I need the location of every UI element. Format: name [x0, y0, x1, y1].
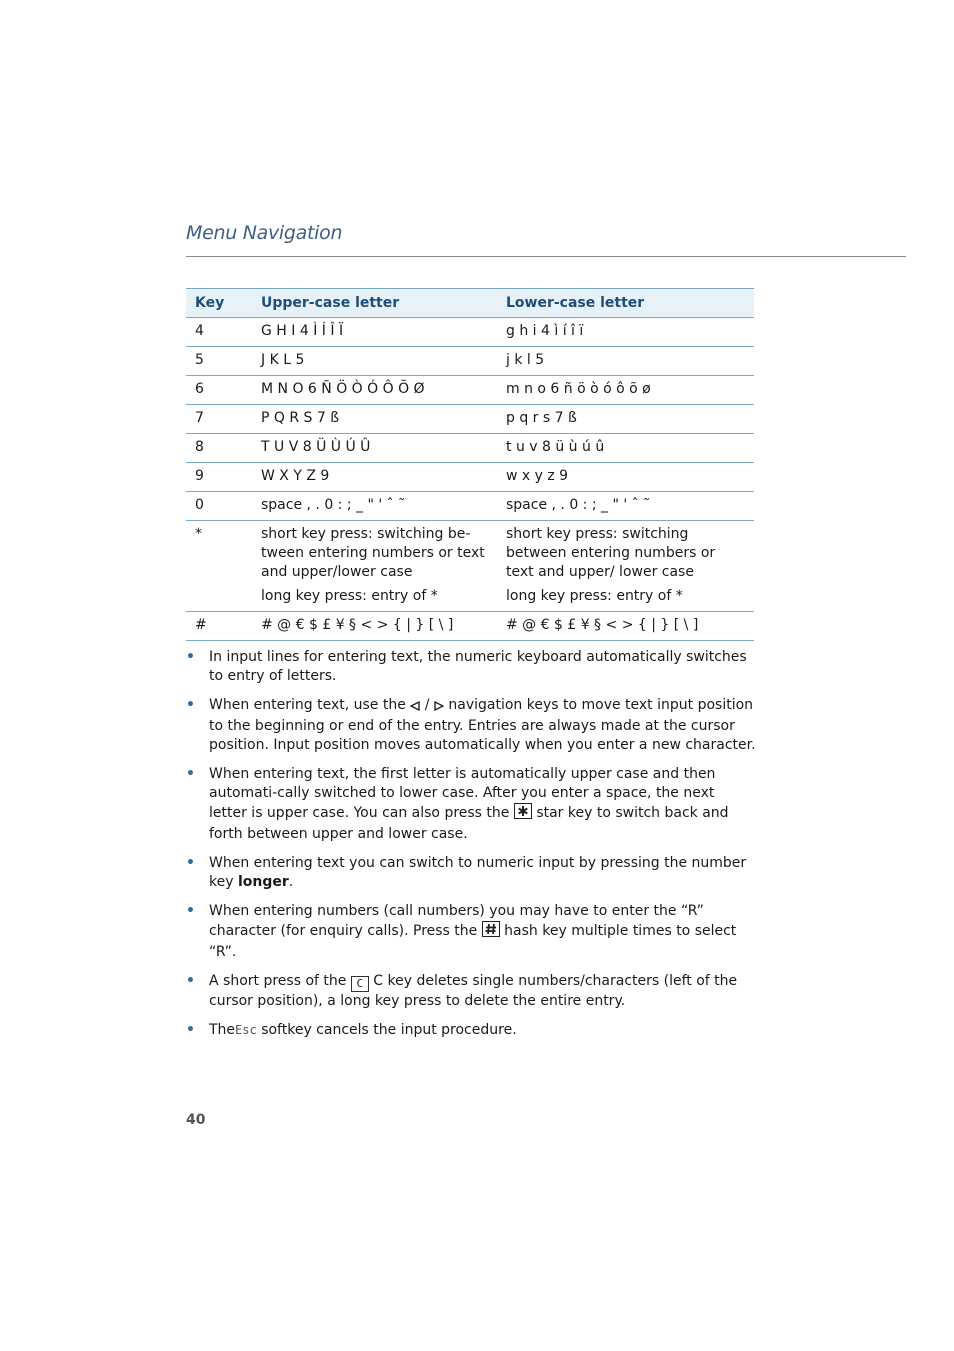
list-item-text: .	[288, 874, 294, 890]
column-header-lower: Lower-case letter	[497, 289, 754, 318]
cell-key: 9	[186, 463, 252, 492]
list-item	[186, 648, 756, 686]
list-item-text: When entering text, the first letter is automatically upper case and then automati-cally switched to lower case. After you enter a space, the next letter is upper case. You can also press the	[209, 766, 716, 821]
cell-upper-note: long key press: entry of *	[261, 588, 438, 604]
list-item-text: The	[209, 1022, 236, 1038]
list-item-text: A short press of the	[209, 973, 347, 989]
cell-upper: space , . 0 : ; _ " ' ˆ ˜	[252, 492, 497, 521]
c-key-icon: C	[351, 976, 369, 992]
list-item	[186, 972, 756, 1011]
cell-upper: W X Y Z 9	[252, 463, 497, 492]
hash-key-icon	[482, 921, 500, 943]
cell-upper: J K L 5	[252, 347, 497, 376]
bullet-icon: •	[186, 649, 195, 665]
list-item	[186, 696, 756, 755]
list-item-text: When entering text you can switch to numeric input by pressing the number key	[209, 855, 747, 890]
right-triangle-icon	[434, 698, 444, 717]
cell-key: 5	[186, 347, 252, 376]
table-row	[186, 376, 754, 405]
bullet-icon: •	[186, 697, 195, 713]
cell-upper: M N O 6 Ñ Ö Ò Ó Ô Õ Ø	[252, 376, 497, 405]
list-item-text: C key deletes single numbers/characters (left of the cursor position), a long key press to delete the entire entry.	[209, 973, 738, 1009]
bullet-icon: •	[186, 766, 195, 782]
cell-key: 0	[186, 492, 252, 521]
list-item-text: When entering numbers (call numbers) you may have to enter the “R” character (for enquiry calls). Press the	[209, 903, 704, 939]
section-title: Menu Navigation	[186, 222, 343, 244]
cell-upper: G H I 4 Ì Í Î Ï	[252, 318, 497, 347]
table-row	[186, 347, 754, 376]
list-item-text: hash key multiple times to select “R”.	[209, 923, 737, 960]
cell-lower: t u v 8 ü ù ú û	[497, 434, 754, 463]
table-row	[186, 612, 754, 641]
table-row	[186, 405, 754, 434]
cell-lower: space , . 0 : ; _ " ' ˆ ˜	[497, 492, 754, 521]
cell-key: 6	[186, 376, 252, 405]
cell-lower: p q r s 7 ß	[497, 405, 754, 434]
cell-key: 7	[186, 405, 252, 434]
list-item	[186, 902, 756, 962]
table-row	[186, 492, 754, 521]
character-table	[186, 288, 754, 641]
list-item-text: softkey cancels the input procedure.	[261, 1022, 517, 1038]
page-number: 40	[186, 1112, 206, 1128]
list-item	[186, 854, 756, 892]
column-header-key: Key	[186, 289, 252, 318]
table-row	[186, 434, 754, 463]
table-row	[186, 463, 754, 492]
cell-key: 4	[186, 318, 252, 347]
table-header-row	[186, 289, 754, 318]
list-item	[186, 1021, 756, 1040]
list-item-text: navigation keys to move text input position to the beginning or end of the entry. Entries are always made at the cursor position. Input position moves automatically when you enter a new character.	[209, 697, 756, 753]
cell-upper: T U V 8 Ü Ù Ú Û	[252, 434, 497, 463]
cell-lower: w x y z 9	[497, 463, 754, 492]
table-row	[186, 521, 754, 612]
instruction-list	[186, 648, 756, 1050]
star-key-icon	[514, 803, 532, 825]
column-header-upper: Upper-case letter	[252, 289, 497, 318]
cell-upper-group	[252, 521, 497, 612]
emphasis-text: longer	[237, 874, 289, 890]
cell-lower: # @ € $ £ ¥ § < > { | } [ \ ]	[497, 612, 754, 641]
cell-upper: # @ € $ £ ¥ § < > { | } [ \ ]	[252, 612, 497, 641]
cell-lower-note: long key press: entry of *	[506, 588, 683, 604]
cell-key: #	[186, 612, 252, 641]
cell-lower: short key press: switching between entering numbers or text and upper/ lower case	[506, 526, 716, 580]
cell-lower: m n o 6 ñ ö ò ó ô õ ø	[497, 376, 754, 405]
bullet-icon: •	[186, 973, 195, 989]
left-triangle-icon	[410, 698, 420, 717]
list-item-text: /	[424, 697, 430, 713]
cell-lower-group	[497, 521, 754, 612]
list-item-text: In input lines for entering text, the numeric keyboard automatically switches to entry of letters.	[209, 649, 747, 684]
esc-softkey-label: Esc	[235, 1023, 257, 1037]
list-item-text: When entering text, use the	[209, 697, 406, 713]
table-row	[186, 318, 754, 347]
bullet-icon: •	[186, 1022, 195, 1038]
list-item	[186, 765, 756, 844]
cell-key: *	[186, 521, 252, 612]
title-divider	[186, 256, 906, 257]
cell-upper: P Q R S 7 ß	[252, 405, 497, 434]
bullet-icon: •	[186, 903, 195, 919]
cell-upper: short key press: switching be-tween entering numbers or text and upper/lower case	[261, 526, 485, 580]
bullet-icon: •	[186, 855, 195, 871]
list-item-text: star key to switch back and forth between upper and lower case.	[209, 805, 729, 842]
cell-lower: j k l 5	[497, 347, 754, 376]
cell-lower: g h i 4 ì í î ï	[497, 318, 754, 347]
cell-key: 8	[186, 434, 252, 463]
